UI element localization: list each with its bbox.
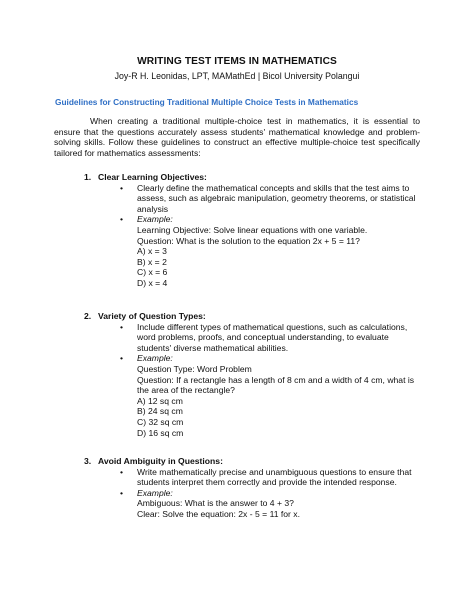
bullet-icon: • [120, 487, 124, 498]
bullet-text: Write mathematically precise and unambiguous questions to ensure that students interpret them correctly and provide the intended response. [137, 466, 412, 488]
answer-option: D) x = 4 [137, 277, 168, 288]
example-line: Clear: Solve the equation: 2x - 5 = 11 for x. [137, 508, 300, 519]
section-2 [84, 311, 424, 438]
section-heading [84, 311, 424, 322]
section-3 [84, 456, 424, 520]
bullet-list [84, 183, 424, 289]
bullet-list [84, 467, 424, 520]
answer-option: C) x = 6 [137, 267, 168, 278]
answer-option: B) 24 sq cm [137, 406, 183, 417]
section-number: 2. [84, 311, 92, 321]
bullet-text: Clearly define the mathematical concepts and skills that the test aims to assess, such as algebraic manipulation, geometry theorems, or statistical analysis [137, 182, 416, 214]
answer-option: C) 32 sq cm [137, 416, 184, 427]
list-item [84, 467, 424, 488]
section-heading [84, 172, 424, 183]
document-title: WRITING TEST ITEMS IN MATHEMATICS [137, 56, 337, 67]
author-line: Joy-R H. Leonidas, LPT, MAMathEd | Bicol University Polangui [114, 71, 360, 81]
answer-option: A) x = 3 [137, 246, 167, 257]
intro-paragraph: When creating a traditional multiple-choice test in mathematics, it is essential to ensure that the questions accurately assess students' mathematical knowledge and problem-solving skills. Follow these guidelines to construct an effective multiple-choice test specifically tailored for mathematics assessments: [54, 116, 420, 158]
bullet-list [84, 322, 424, 439]
section-1 [84, 172, 424, 289]
example-label: Example: [137, 353, 173, 364]
example-line: Question Type: Word Problem [137, 363, 252, 374]
bullet-icon: • [120, 214, 124, 225]
example-label: Example: [137, 487, 173, 498]
example-label: Example: [137, 214, 173, 225]
bullet-icon: • [120, 321, 124, 332]
list-item [84, 214, 424, 288]
section-title: Variety of Question Types: [98, 311, 206, 321]
list-item [84, 183, 424, 215]
bullet-text: Include different types of mathematical questions, such as calculations, word problems, proofs, and conceptual understanding, to evaluate students' diverse mathematical abilities. [137, 321, 408, 353]
section-number: 1. [84, 172, 92, 182]
section-title: Avoid Ambiguity in Questions: [98, 456, 223, 466]
bullet-icon: • [120, 353, 124, 364]
example-line: Question: What is the solution to the equation 2x + 5 = 11? [137, 235, 360, 246]
answer-option: B) x = 2 [137, 256, 167, 267]
section-title: Clear Learning Objectives: [98, 172, 207, 182]
list-item [84, 353, 424, 438]
guidelines-heading: Guidelines for Constructing Traditional Multiple Choice Tests in Mathematics [55, 97, 359, 107]
list-item [84, 488, 424, 520]
bullet-icon: • [120, 466, 124, 477]
answer-option: A) 12 sq cm [137, 395, 183, 406]
section-heading [84, 456, 424, 467]
section-number: 3. [84, 456, 92, 466]
list-item [84, 322, 424, 354]
example-line: Ambiguous: What is the answer to 4 + 3? [137, 498, 294, 509]
answer-option: D) 16 sq cm [137, 427, 184, 438]
example-line: Question: If a rectangle has a length of 8 cm and a width of 4 cm, what is the area of the rectangle? [137, 374, 415, 396]
example-line: Learning Objective: Solve linear equations with one variable. [137, 224, 368, 235]
bullet-icon: • [120, 182, 124, 193]
